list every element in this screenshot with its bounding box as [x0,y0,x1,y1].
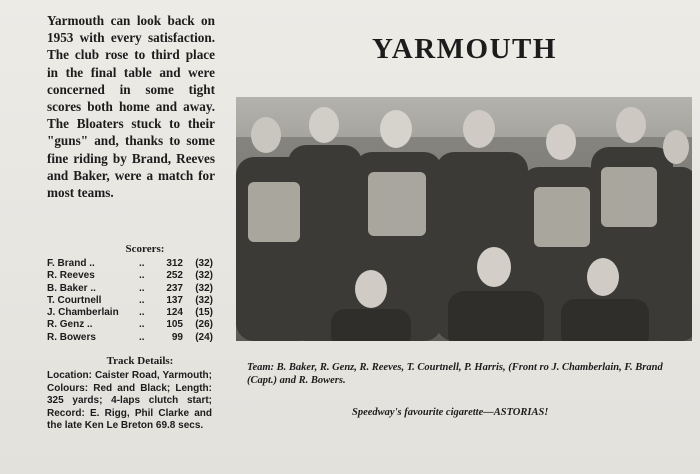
team-photo-image [236,97,692,341]
scorer-leader-dots: .. [139,319,145,331]
scorer-name: J. Chamberlain [47,307,119,319]
scorer-matches: (32) [195,294,213,306]
scorer-leader-dots: .. [139,294,145,306]
track-details-heading: Track Details: [106,355,174,367]
intro-paragraph: Yarmouth can look back on 1953 with every satisfaction. The club rose to third place in the final table and were concerned in some tight scores both home and away. The Bloaters stuck to their "guns" and, thanks to some fine riding by Brand, Reeves and Baker, were a match for most teams. [47,13,215,201]
cigarette-advert-tagline: Speedway's favourite cigarette—ASTORIAS! [352,407,549,418]
scorer-name: R. Genz .. [47,319,93,331]
scorer-name: B. Baker .. [47,282,96,294]
scorer-row [47,307,215,319]
scorer-row [47,283,215,295]
track-details-text: Location: Caister Road, Yarmouth; Colours: Red and Black; Length: 325 yards; 4-laps clutch start; Record: E. Rigg, Phil Clarke and the late Ken Le Breton 69.8 secs. [47,370,212,431]
scorer-matches: (32) [195,258,213,269]
team-photo [236,97,692,341]
scorer-leader-dots: .. [139,282,145,294]
scorer-row [47,319,215,331]
team-headline: YARMOUTH [372,33,557,65]
scorer-name: F. Brand .. [47,258,95,269]
scorer-matches: (32) [195,270,213,282]
scorers-table [47,258,215,344]
scorer-row [47,270,215,282]
scorer-leader-dots: .. [139,331,145,343]
scorer-matches: (15) [195,307,213,319]
intro-column [47,12,215,201]
scorer-name: T. Courtnell [47,294,102,306]
scorer-leader-dots: .. [139,307,145,319]
scorer-points: 237 [166,282,183,294]
scorer-points: 105 [166,319,183,331]
scorer-points: 252 [166,270,183,282]
scorer-name: R. Bowers [47,331,96,343]
scorer-matches: (26) [195,319,213,331]
scorer-leader-dots: .. [139,270,145,282]
scorer-matches: (32) [195,282,213,294]
scorer-matches: (24) [195,331,213,343]
scorers-heading: Scorers: [125,243,165,255]
scorer-leader-dots: .. [139,258,145,269]
scorer-points: 312 [166,258,183,269]
scorer-points: 137 [166,294,183,306]
scorer-points: 124 [166,307,183,319]
scorer-name: R. Reeves [47,270,95,282]
photo-caption: Team: B. Baker, R. Genz, R. Reeves, T. Courtnell, P. Harris, (Front ro J. Chamberlain, F. Brand (Capt.) and R. Bowers. [247,362,663,386]
scorer-row [47,258,215,270]
scorer-row [47,295,215,307]
scorer-row [47,332,215,344]
scorer-points: 99 [171,331,183,343]
